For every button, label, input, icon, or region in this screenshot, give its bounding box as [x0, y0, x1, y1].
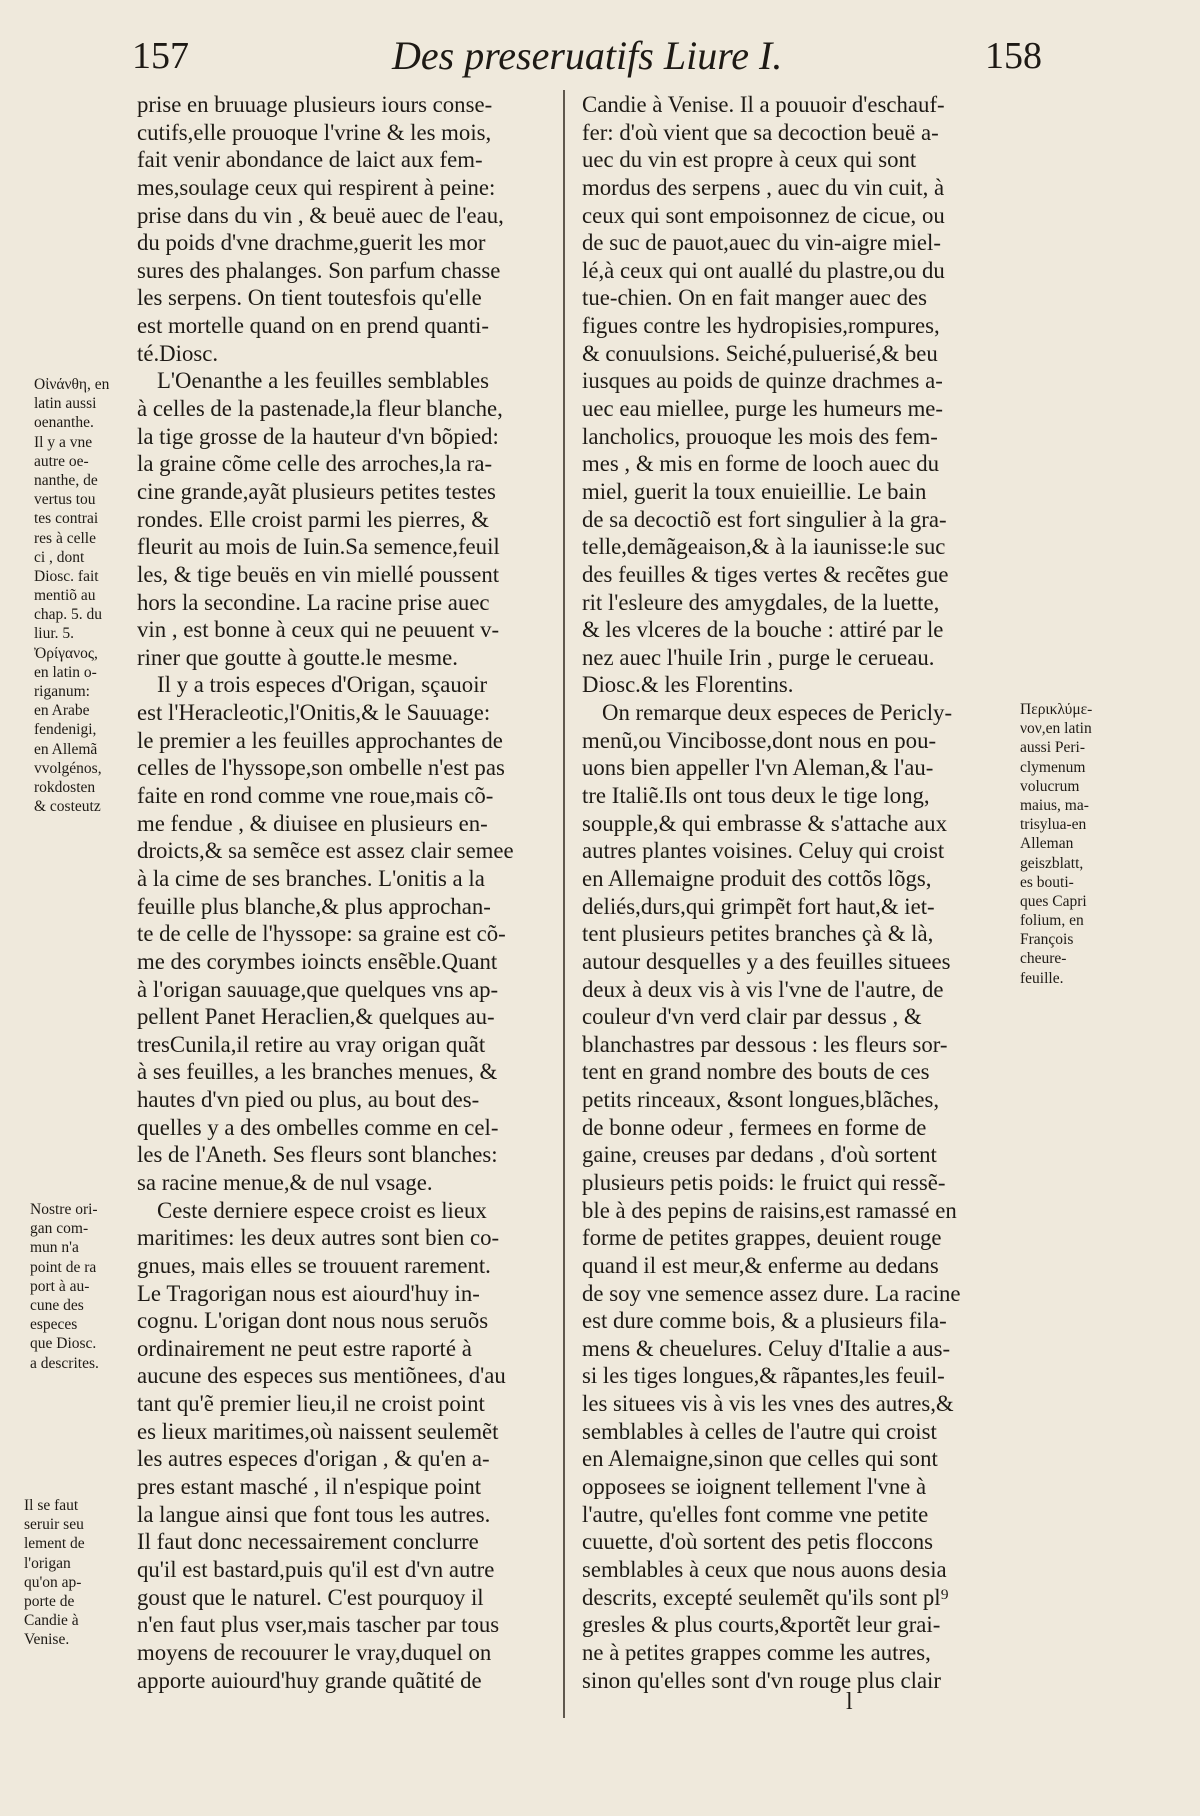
margin-note-line: trisylua-en [1020, 816, 1087, 834]
margin-note-line: gan com- [30, 1220, 89, 1238]
margin-note-line: feuille. [1020, 969, 1064, 987]
text-line: hautes d'vn pied ou plus, au bout des- [137, 1087, 480, 1113]
margin-note-line: mentiõ au [34, 587, 96, 605]
margin-note-line: liur. 5. [34, 625, 75, 643]
text-line: lancholics, prouoque les mois des fem- [582, 423, 938, 449]
text-line: lé,à ceux qui ont auallé du plastre,ou du [582, 257, 945, 283]
text-line: apporte auiourd'huy grande quãtité de [137, 1667, 482, 1693]
text-line: la graine cõme celle des arroches,la ra- [137, 451, 493, 477]
margin-note-line: & costeutz [34, 798, 101, 816]
margin-note-line: vertus tou [34, 491, 96, 509]
text-line: me fendue , & diuisee en plusieurs en- [137, 810, 488, 836]
text-line: fleurit au mois de Iuin.Sa semence,feuil [137, 534, 500, 560]
text-line: tent plusieurs petites branches çà & là, [582, 921, 934, 947]
margin-note-line: especes [30, 1316, 78, 1334]
margin-note-line: folium, en [1020, 912, 1084, 930]
text-line: quelles y a des ombelles comme en cel- [137, 1114, 499, 1140]
text-line: On remarque deux especes de Pericly- [602, 700, 953, 726]
text-line: prise en bruuage plusieurs iours conse- [137, 92, 493, 117]
text-line: le premier a les feuilles approchantes de [137, 727, 503, 753]
margin-note-line: es bouti- [1020, 873, 1074, 891]
text-line: en Allemaigne produit des cottõs lõgs, [582, 865, 932, 891]
margin-note-line: Nostre ori- [30, 1201, 98, 1218]
text-line: mordus des serpens , auec du vin cuit, à [582, 174, 945, 200]
text-line: des feuilles & tiges vertes & recẽtes gue [582, 561, 949, 587]
margin-note-line: a descrites. [30, 1354, 99, 1372]
text-line: de soy vne semence assez dure. La racine [582, 1280, 961, 1306]
text-line: cutifs,elle prouoque l'vrine & les mois, [137, 119, 492, 145]
text-line: l'autre, qu'elles font comme vne petite [582, 1501, 929, 1527]
text-line: cuuette, d'où sortent des petis floccons [582, 1529, 934, 1555]
margin-note-line: Οἰνάνθη, en [34, 376, 110, 393]
margin-note-line: Ὀρίγανος, [34, 644, 98, 662]
margin-note-line: ci , dont [34, 548, 85, 566]
running-title: Des preseruatifs Liure I. [392, 33, 783, 78]
margin-note-line: qu'on ap- [24, 1573, 82, 1591]
column-divider [563, 90, 565, 1718]
page-number-right: 158 [985, 35, 1042, 77]
margin-note-line: tes contrai [34, 510, 99, 528]
text-line: nez auec l'huile Irin , purge le cerueau. [582, 644, 935, 670]
margin-note-line: en Arabe [34, 702, 90, 720]
text-line: Ceste derniere espece croist es lieux [157, 1197, 487, 1223]
text-line: si les tiges longues,& rãpantes,les feuil- [582, 1363, 945, 1389]
text-line: gaine, creuses par dedans , d'où sortent [582, 1142, 937, 1168]
text-line: de suc de pauot,auec du vin-aigre miel- [582, 230, 941, 256]
text-line: gnues, mais elles se trouuent rarement. [137, 1252, 491, 1278]
text-line: moyens de recouurer le vray,duquel on [137, 1639, 492, 1665]
text-line: ceux qui sont empoisonnez de cicue, ou [582, 202, 945, 228]
margin-note-line: autre oe- [34, 452, 89, 470]
text-line: droicts,& sa semẽce est assez clair semee [137, 838, 514, 864]
margin-note-line: que Diosc. [30, 1335, 97, 1353]
text-line: L'Oenanthe a les feuilles semblables [157, 368, 490, 394]
text-line: uec eau miellee, purge les humeurs me- [582, 396, 944, 422]
text-line: ble à des pepins de raisins,est ramassé en [582, 1197, 957, 1223]
text-line: petits rinceaux, &sont longues,blãches, [582, 1087, 940, 1113]
text-line: celles de l'hyssope,son ombelle n'est pas [137, 755, 505, 781]
text-line: qu'il est bastard,puis qu'il est d'vn autre [137, 1556, 495, 1582]
text-line: hors la secondine. La racine prise auec [137, 589, 490, 615]
text-line: riner que goutte à goutte.le mesme. [137, 644, 458, 670]
text-line: mes , & mis en forme de looch auec du [582, 451, 940, 477]
margin-note-origan-commun [30, 1200, 134, 1373]
text-line: deliés,durs,qui grimpẽt fort haut,& iet- [582, 893, 935, 919]
text-line: rondes. Elle croist parmi les pierres, & [137, 506, 489, 532]
text-line: pres estant masché , il n'espique point [137, 1474, 482, 1500]
text-line: soupple,& qui embrasse & s'attache aux [582, 810, 947, 836]
margin-note-line: porte de [24, 1592, 75, 1610]
text-line: n'en faut plus vser,mais tascher par tous [137, 1612, 500, 1638]
margin-note-line: oenanthe. [34, 414, 94, 432]
text-line: tant qu'ẽ premier lieu,il ne croist point [137, 1391, 485, 1417]
margin-note-line: Περικλύμε- [1020, 701, 1093, 718]
text-line: de bonne odeur , fermees en forme de [582, 1114, 927, 1140]
text-line: à l'origan sauuage,que quelques vns ap- [137, 976, 499, 1002]
text-line: quand il est meur,& enferme au dedans [582, 1252, 939, 1278]
margin-note-line: rokdosten [34, 778, 96, 796]
margin-note-line: l'origan [24, 1554, 71, 1572]
text-line: telle,demãgeaison,& à la iaunisse:le suc [582, 534, 946, 560]
margin-note-line: en Allemã [34, 740, 98, 758]
text-line: cine grande,ayãt plusieurs petites testes [137, 478, 496, 504]
margin-note-line: Candie à [24, 1612, 79, 1630]
text-line: du poids d'vne drachme,guerit les mor [137, 230, 486, 256]
text-line: plusieurs petis poids: le fruict qui ressẽ- [582, 1169, 946, 1195]
text-line: à ses feuilles, a les branches menues, & [137, 1059, 498, 1085]
margin-note-line: chap. 5. du [34, 606, 103, 624]
text-line: me des corymbes ioincts ensẽble.Quant [137, 948, 498, 974]
text-line: en Alemaigne,sinon que celles qui sont [582, 1446, 938, 1472]
margin-note-line: latin aussi [34, 395, 97, 413]
text-line: goust que le naturel. C'est pourquoy il [137, 1584, 484, 1610]
text-line: semblables à ceux que nous auons desia [582, 1556, 947, 1582]
signature-mark: l [846, 1689, 853, 1715]
text-line: prise dans du vin , & beuë auec de l'eau, [137, 202, 504, 228]
text-line: la langue ainsi que font tous les autres. [137, 1501, 491, 1527]
text-line: maritimes: les deux autres sont bien co- [137, 1225, 500, 1251]
margin-note-line: riganum: [34, 683, 90, 700]
margin-note-line: res à celle [34, 529, 96, 547]
text-line: les de l'Aneth. Ses fleurs sont blanches: [137, 1142, 498, 1168]
text-line: autres plantes voisines. Celuy qui croist [582, 838, 945, 864]
text-line: deux à deux vis à vis l'vne de l'autre, de [582, 976, 944, 1002]
text-line: tre Italiẽ.Ils ont tous deux le tige long, [582, 783, 930, 809]
text-line: est l'Heracleotic,l'Onitis,& le Sauuage: [137, 700, 491, 726]
margin-note-line: seruir seu [24, 1516, 84, 1534]
text-line: Candie à Venise. Il a pouuoir d'eschauf- [582, 92, 945, 117]
margin-note-line: mun n'a [30, 1239, 79, 1257]
text-line: Le Tragorigan nous est aiourd'huy in- [137, 1280, 480, 1306]
margin-note-line: cune des [30, 1296, 84, 1314]
margin-note-line: François [1020, 931, 1074, 949]
text-line: mens & cheuelures. Celuy d'Italie a aus- [582, 1335, 951, 1361]
margin-note-line: cheure- [1020, 950, 1067, 968]
margin-note-line: Il y a vne [34, 433, 93, 451]
text-line: sures des phalanges. Son parfum chasse [137, 257, 501, 283]
margin-note-line: point de ra [30, 1258, 97, 1276]
text-line: tue-chien. On en fait manger auec des [582, 285, 927, 311]
margin-note-line: geiszblatt, [1020, 854, 1084, 872]
margin-note-line: Venise. [24, 1631, 70, 1649]
margin-note-line: maius, ma- [1020, 796, 1089, 814]
text-line: à la cime de ses branches. L'onitis a la [137, 865, 485, 891]
left-text-column [137, 91, 567, 1694]
text-line: ordinairement ne peut estre raporté à [137, 1335, 472, 1361]
margin-note-line: Diosc. fait [34, 567, 99, 585]
text-line: uec du vin est propre à ceux qui sont [582, 147, 917, 173]
text-line: fait venir abondance de laict aux fem- [137, 147, 483, 173]
margin-note-origan-candie [24, 1496, 128, 1650]
margin-note-line: vvolgénos, [34, 759, 102, 777]
margin-note-line: fendenigi, [34, 721, 97, 739]
text-line: cognu. L'origan dont nous nous seruõs [137, 1308, 489, 1334]
margin-note-line: lement de [24, 1535, 85, 1553]
margin-note-oenanthe [34, 375, 138, 816]
text-line: figues contre les hydropisies,rompures, [582, 313, 940, 339]
text-line: descrits, excepté seulemẽt qu'ils sont pl⁹ [582, 1584, 949, 1610]
text-line: les, & tige beuës en vin miellé poussent [137, 561, 500, 587]
text-line: menũ,ou Vincibosse,dont nous en pou- [582, 727, 937, 753]
margin-note-line: nanthe, de [34, 471, 98, 489]
margin-note-line: aussi Peri- [1020, 739, 1086, 757]
margin-note-line: en latin o- [34, 663, 97, 681]
text-line: aucune des especes sus mentiõnees, d'au [137, 1363, 506, 1389]
text-line: les situees vis à vis les vnes des autres,& [582, 1391, 954, 1417]
text-line: les serpens. On tient toutesfois qu'elle [137, 285, 482, 311]
text-line: pellent Panet Heraclien,& quelques au- [137, 1004, 495, 1030]
text-line: miel, guerit la toux enuieillie. Le bain [582, 478, 927, 504]
text-line: té.Diosc. [137, 340, 219, 366]
page-number-left: 157 [132, 35, 189, 77]
margin-note-line: Il se faut [24, 1497, 79, 1514]
text-line: blanchastres par dessous : les fleurs sor- [582, 1031, 948, 1057]
margin-note-line: ques Capri [1020, 892, 1087, 910]
text-line: forme de petites grappes, deuient rouge [582, 1225, 942, 1251]
margin-note-periclymenum [1020, 700, 1120, 988]
text-line: opposees se ioignent tellement l'vne à [582, 1474, 927, 1500]
text-line: sa racine menue,& de nul vsage. [137, 1169, 433, 1195]
text-line: es lieux maritimes,où naissent seulemẽt [137, 1418, 499, 1444]
text-line: gresles & plus courts,&portẽt leur grai- [582, 1612, 941, 1638]
text-line: Il y a trois especes d'Origan, sçauoir [157, 672, 488, 698]
text-line: ne à petites grappes comme les autres, [582, 1639, 931, 1665]
text-line: Il faut donc necessairement conclurre [137, 1529, 479, 1555]
text-line: sinon qu'elles sont d'vn rouge plus clair [582, 1667, 941, 1693]
text-line: semblables à celles de l'autre qui croist [582, 1418, 937, 1444]
text-line: te de celle de l'hyssope: sa graine est cõ- [137, 921, 506, 947]
text-line: Diosc.& les Florentins. [582, 672, 794, 698]
margin-note-line: Alleman [1020, 835, 1074, 853]
text-line: autour desquelles y a des feuilles situees [582, 948, 951, 974]
text-line: rit l'esleure des amygdales, de la luette, [582, 589, 940, 615]
text-line: feuille plus blanche,& plus approchan- [137, 893, 491, 919]
margin-note-line: volucrum [1020, 777, 1080, 795]
text-line: tresCunila,il retire au vray origan quãt [137, 1031, 486, 1057]
text-line: est dure comme bois, & a plusieurs fila- [582, 1308, 947, 1334]
text-line: tent en grand nombre des bouts de ces [582, 1059, 930, 1085]
text-line: uons bien appeller l'vn Aleman,& l'au- [582, 755, 934, 781]
text-line: la tige grosse de la hauteur d'vn bõpied: [137, 423, 499, 449]
text-line: fer: d'où vient que sa decoction beuë a- [582, 119, 939, 145]
text-line: à celles de la pastenade,la fleur blanche, [137, 396, 503, 422]
text-line: & conuulsions. Seiché,puluerisé,& beu [582, 340, 938, 366]
margin-note-line: νον,en latin [1020, 720, 1092, 738]
right-text-column [582, 91, 1014, 1694]
margin-note-line: port à au- [30, 1277, 90, 1295]
text-line: est mortelle quand on en prend quanti- [137, 313, 489, 339]
text-line: iusques au poids de quinze drachmes a- [582, 368, 943, 394]
text-line: vin , est bonne à ceux qui ne peuuent v- [137, 617, 500, 643]
text-line: faite en rond comme vne roue,mais cõ- [137, 783, 494, 809]
text-line: les autres especes d'origan , & qu'en a- [137, 1446, 490, 1472]
text-line: & les vlceres de la bouche : attiré par le [582, 617, 944, 643]
text-line: de sa decoctiõ est fort singulier à la gra- [582, 506, 947, 532]
text-line: couleur d'vn verd clair par dessus , & [582, 1004, 922, 1030]
text-line: mes,soulage ceux qui respirent à peine: [137, 174, 496, 200]
margin-note-line: clymenum [1020, 758, 1086, 776]
